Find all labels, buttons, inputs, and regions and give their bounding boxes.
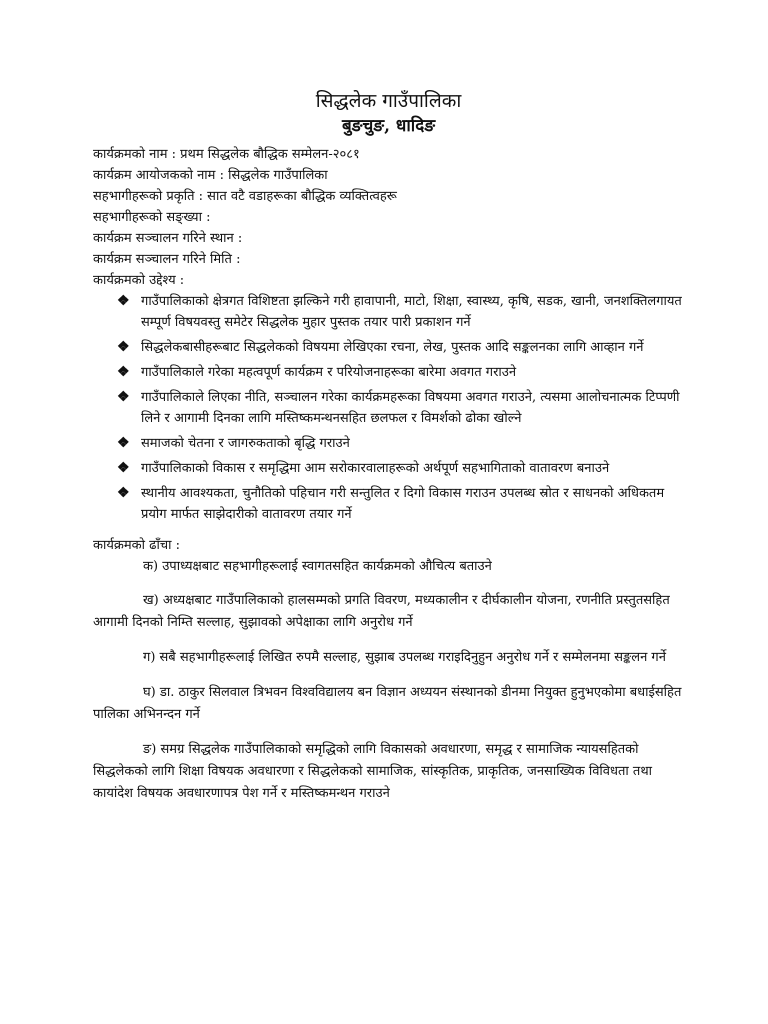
- structure-label: कार्यक्रमको ढाँचा :: [93, 538, 180, 553]
- info-line-participant-count: सहभागीहरूको सङ्ख्या :: [93, 210, 211, 225]
- objective-list: [93, 291, 684, 525]
- info-line-venue: कार्यक्रम सञ्चालन गरिने स्थान :: [93, 231, 243, 246]
- info-line-date: कार्यक्रम सञ्चालन गरिने मिति :: [93, 252, 241, 267]
- info-line-organizer: कार्यक्रम आयोजकको नाम : सिद्धलेक गाउँपालिका: [93, 168, 328, 183]
- diamond-bullet-icon: ❖: [117, 364, 130, 380]
- list-item: ❖ सिद्धलेकबासीहरूबाट सिद्धलेकको विषयमा लेखिएका रचना, लेख, पुस्तक आदि सङ्कलनका लागि आव्हान गर्ने: [117, 337, 684, 358]
- structure-item-ga: ग) सबै सहभागीहरूलाई लिखित रुपमै सल्लाह, सुझाब उपलब्ध गराइदिनुहुन अनुरोध गर्ने र सम्मेलनमा सङ्कलन गर्ने: [143, 650, 666, 665]
- list-item: ❖ स्थानीय आवश्यकता, चुनौतिको पहिचान गरी सन्तुलित र दिगो विकास गराउन उपलब्ध स्रोत र साधनको अधिकतम प्रयोग मार्फत साझेदारीको वातावरण तयार गर्ने: [117, 485, 665, 522]
- diamond-bullet-icon: ❖: [117, 389, 130, 405]
- diamond-bullet-icon: ❖: [117, 293, 130, 309]
- diamond-bullet-icon: ❖: [117, 485, 130, 501]
- structure-item-ka: क) उपाध्यक्षबाट सहभागीहरूलाई स्वागतसहित कार्यक्रमको औचित्य बताउने: [143, 559, 492, 574]
- info-line-objective-label: कार्यक्रमको उद्देश्य :: [93, 273, 185, 288]
- info-line-program-name: कार्यक्रमको नाम : प्रथम सिद्धलेक बौद्धिक सम्मेलन-२०८१: [93, 147, 360, 162]
- structure-item-gha: घ) डा. ठाकुर सिलवाल त्रिभवन विश्वविद्यालय बन विज्ञान अध्ययन संस्थानको डीनमा नियुक्त हुनुभएकोमा बधाईसहित पालिका अभिनन्दन गर्ने: [93, 685, 682, 722]
- structure-item-nga: ङ) समग्र सिद्धलेक गाउँपालिकाको समृद्धिको लागि विकासको अवधारणा, समृद्ध र सामाजिक न्यायसहितको सिद्धलेकको लागि शिक्षा विषयक अवधारणा र सिद्धलेकको सामाजिक, सांस्कृतिक, प्राकृतिक, जनसाख्यिक विविधता तथा कायांदेश विषयक अवधारणापत्र पेश गर्ने र मस्तिष्कमन्थन गराउने: [93, 742, 653, 801]
- list-item: ❖ समाजको चेतना र जागरुकताको बृद्धि गराउने: [117, 433, 684, 454]
- list-item: ❖ गाउँपालिकाको क्षेत्रगत विशिष्टता झल्किने गरी हावापानी, माटो, शिक्षा, स्वास्थ्य, कृषि, सडक, खानी, जनशक्तिलगायत सम्पूर्ण विषयवस्तु समेटेर सिद्धलेक मुहार पुस्तक तयार पारी प्रकाशन गर्ने: [117, 293, 682, 330]
- list-item: ❖ गाउँपालिकाले लिएका नीति, सञ्चालन गरेका कार्यक्रमहरूका विषयमा अवगत गराउने, त्यसमा आलोचनात्मक टिप्पणी लिने र आगामी दिनका लागि मस्तिष्कमन्थनसहित छलफल र विमर्शको ढोका खोल्ने: [117, 389, 680, 426]
- diamond-bullet-icon: ❖: [117, 339, 130, 355]
- info-line-participant-type: सहभागीहरूको प्रकृति : सात वटै वडाहरूका बौद्धिक व्यक्तित्वहरू: [93, 189, 397, 204]
- diamond-bullet-icon: ❖: [117, 460, 130, 476]
- diamond-bullet-icon: ❖: [117, 435, 130, 451]
- document-subtitle: बुङचुङ, धादिङ: [341, 116, 436, 136]
- list-item: ❖ गाउँपालिकाको विकास र समृद्धिमा आम सरोकारवालाहरूको अर्थपूर्ण सहभागिताको वातावरण बनाउने: [117, 458, 684, 479]
- structure-item-kha: ख) अध्यक्षबाट गाउँपालिकाको हालसम्मको प्रगति विवरण, मध्यकालीन र दीर्घकालीन योजना, रणनीति प्रस्तुतसहित आगामी दिनको निम्ति सल्लाह, सुझावको अपेक्षाका लागि अनुरोध गर्ने: [93, 593, 670, 630]
- list-item: ❖ गाउँपालिकाले गरेका महत्वपूर्ण कार्यक्रम र परियोजनाहरूका बारेमा अवगत गराउने: [117, 362, 684, 383]
- program-info: [93, 144, 684, 291]
- document-title: सिद्धलेक गाउँपालिका: [315, 90, 462, 112]
